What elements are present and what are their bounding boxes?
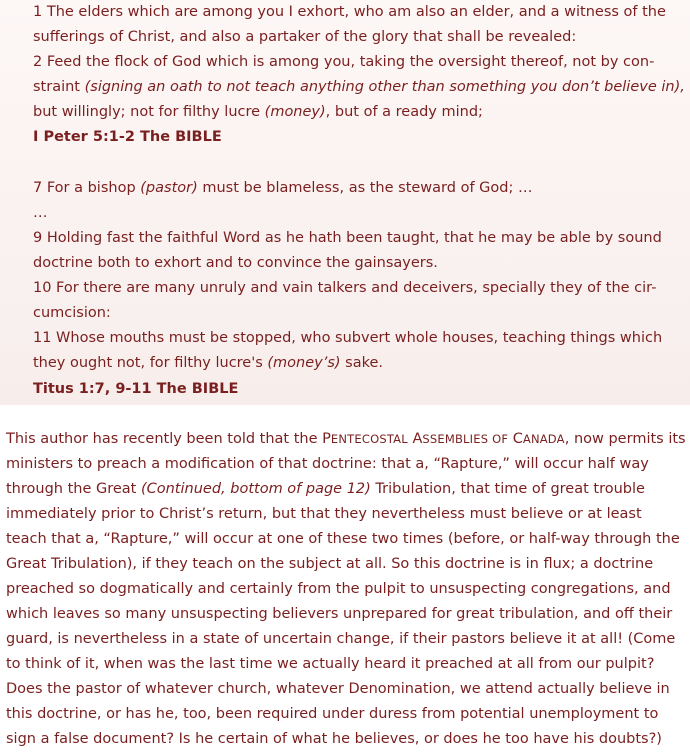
article-line-11: Does the pastor of whatever church, whatever Denomination, we attend actually believe in bbox=[6, 681, 670, 697]
continuation-note: (Continued, bottom of page 12) bbox=[140, 481, 371, 497]
titus-reference: Titus 1:7, 9-11 The BIBLE bbox=[33, 381, 239, 397]
sc-rest: SSEMBLIES OF bbox=[422, 432, 509, 446]
article-line-6: Great Tribulation), if they teach on the subject at all. So this doctrine is in flux; a doctrine bbox=[6, 556, 654, 572]
titus-verse-9-line-2: doctrine both to exhort and to convince the gainsayers. bbox=[33, 255, 438, 271]
text: they ought not, for filthy lucre's bbox=[33, 355, 268, 371]
peter-verse-2-line-1: 2 Feed the flock of God which is among you, taking the oversight thereof, not by con- bbox=[33, 54, 655, 70]
titus-verse-9-line-1: 9 Holding fast the faithful Word as he hath been taught, that he may be able by sound bbox=[33, 230, 662, 246]
text: must be blameless, as the steward of God; … bbox=[197, 180, 533, 196]
article-line-8: which leaves so many unsuspecting believers unprepared for great tribulation, and off their bbox=[6, 606, 673, 622]
peter-verse-1-line-1: 1 The elders which are among you I exhort, who am also an elder, and a witness of the bbox=[33, 4, 666, 20]
text: , but of a ready mind; bbox=[325, 104, 483, 120]
peter-reference: I Peter 5:1-2 The BIBLE bbox=[33, 129, 222, 145]
article-line-3 bbox=[6, 477, 686, 502]
annotation: (money’s) bbox=[267, 355, 341, 371]
titus-verse-7 bbox=[33, 176, 673, 201]
article-line-5: teach that a, “Rapture,” will occur at one of these two times (before, or half-way through the bbox=[6, 531, 680, 547]
peter-verse-2-line-3 bbox=[33, 100, 673, 125]
article-line-10: to think of it, when was the last time we actually heard it preached at all from our pulpit? bbox=[6, 656, 655, 672]
annotation: (money) bbox=[264, 104, 326, 120]
text: Tribulation, that time of great trouble bbox=[370, 481, 645, 497]
titus-verse-11-line-2 bbox=[33, 351, 673, 376]
article-line-9: guard, is nevertheless in a state of uncertain change, if their pastors believe it at all! (Come bbox=[6, 631, 676, 647]
sc-letter: A bbox=[407, 431, 423, 447]
peter-verse-2-line-2 bbox=[33, 75, 685, 100]
text: but willingly; not for filthy lucre bbox=[33, 104, 265, 120]
sc-letter: C bbox=[508, 431, 523, 447]
titus-verse-10-line-2: cumcision: bbox=[33, 305, 111, 321]
article-line-7: preached so dogmatically and certainly from the pulpit to unsuspecting congregations, and bbox=[6, 581, 671, 597]
text: through the Great bbox=[6, 481, 141, 497]
titus-ellipsis: … bbox=[33, 205, 48, 221]
article-line-12: this doctrine, or has he, too, been required under duress from potential unemployment to bbox=[6, 706, 659, 722]
text: sake. bbox=[340, 355, 384, 371]
sc-letter: P bbox=[322, 431, 331, 447]
titus-verse-11-line-1: 11 Whose mouths must be stopped, who subvert whole houses, teaching things which bbox=[33, 330, 663, 346]
article-line-13: sign a false document? Is he certain of what he believes, or does he too have his doubts?) bbox=[6, 731, 662, 747]
text: 7 For a bishop bbox=[33, 180, 141, 196]
denomination-name bbox=[322, 431, 565, 447]
text: straint bbox=[33, 79, 85, 95]
text: This author has recently been told that the bbox=[6, 431, 323, 447]
titus-verse-10-line-1: 10 For there are many unruly and vain talkers and deceivers, specially they of the cir- bbox=[33, 280, 657, 296]
article-line-2: ministers to preach a modification of that doctrine: that a, “Rapture,” will occur half way bbox=[6, 456, 649, 472]
annotation: (pastor) bbox=[140, 180, 198, 196]
annotation: (signing an oath to not teach anything other than something you don’t believe in), bbox=[84, 79, 685, 95]
peter-verse-1-line-2: sufferings of Christ, and also a partaker of the glory that shall be revealed: bbox=[33, 29, 577, 45]
article-line-1 bbox=[6, 427, 686, 452]
sc-rest: ENTECOSTAL bbox=[330, 432, 408, 446]
sc-rest: ANADA bbox=[522, 432, 565, 446]
text: , now permits its bbox=[564, 431, 686, 447]
article-line-4: immediately prior to Christ’s return, but that they nevertheless must believe or at least bbox=[6, 506, 642, 522]
